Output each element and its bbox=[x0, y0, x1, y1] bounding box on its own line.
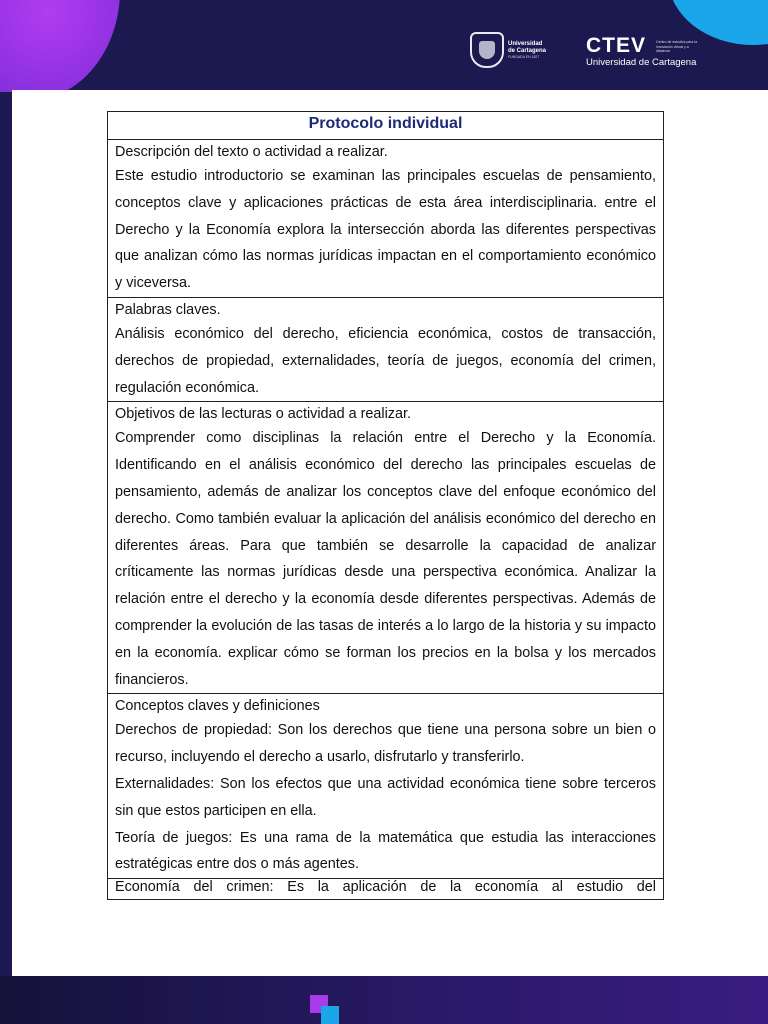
section-paragraph: Este estudio introductorio se examinan las principales escuelas de pensamiento, conceptos clave y aplicaciones prácticas de esta área interdisciplinaria. entre el Derecho y la Economía explora la intersección aborda las diferentes perspectivas que analizan cómo las normas jurídicas impactan en el comportamiento económico y viceversa. bbox=[115, 168, 656, 292]
ctev-tagline: Centro de estudios para la innovación virtual y a distancia bbox=[656, 40, 698, 53]
protocol-table bbox=[107, 111, 664, 900]
ctev-subtitle: Universidad de Cartagena bbox=[586, 57, 697, 68]
cut-off-paragraph: Economía del crimen: Es la aplicación de la economía al estudio del bbox=[115, 879, 656, 896]
university-motto: FUNDADA EN 1827 bbox=[508, 54, 540, 59]
universidad-logo bbox=[470, 32, 550, 68]
section-heading: Descripción del texto o actividad a realizar. bbox=[115, 144, 388, 160]
section-objectives bbox=[108, 402, 664, 694]
page-header bbox=[0, 0, 768, 92]
section-paragraph: Derechos de propiedad: Son los derechos que tiene una persona sobre un bien o recurso, incluyendo el derecho a usarlo, disfrutarlo y transferirlo. bbox=[115, 722, 656, 766]
section-description bbox=[108, 140, 664, 298]
section-paragraph: Externalidades: Son los efectos que una actividad económica tiene sobre terceros sin que estos participen en ella. bbox=[115, 775, 656, 819]
section-heading: Conceptos claves y definiciones bbox=[115, 698, 320, 715]
ctev-title: CTEV bbox=[586, 34, 647, 57]
section-continued bbox=[108, 879, 664, 900]
decorative-purple-shape bbox=[0, 0, 120, 92]
section-heading: Objetivos de las lecturas o actividad a realizar. bbox=[115, 406, 411, 423]
page-footer-band bbox=[0, 976, 768, 1024]
section-paragraph: Teoría de juegos: Es una rama de la matemática que estudia las interacciones estratégicas entre dos o más agentes. bbox=[115, 829, 656, 873]
section-heading: Palabras claves. bbox=[115, 301, 221, 318]
section-keywords bbox=[108, 297, 664, 401]
section-paragraph: Comprender como disciplinas la relación entre el Derecho y la Economía. Identificando en el análisis económico del derecho las principales escuelas de pensamiento, además de analizar los conceptos clave del enfoque económico del derecho. Como también evaluar la aplicación del análisis económico del derecho en diferentes áreas. Para que también se desarrolle la capacidad de analizar críticamente las normas jurídicas desde una perspectiva económica. Analizar la relación entre el derecho y la economía desde diferentes perspectivas. Además de comprender la evolución de las tasas de interés a lo largo de la historia y su impacto en la economía. explicar cómo se forman los precios en la bolsa y los mercados financieros. bbox=[115, 430, 656, 688]
crest-icon bbox=[470, 32, 504, 68]
table-title: Protocolo individual bbox=[108, 112, 664, 140]
ctev-logo bbox=[586, 36, 696, 68]
decorative-blue-square bbox=[321, 1006, 339, 1024]
section-concepts bbox=[108, 694, 664, 879]
university-name: Universidad de Cartagena bbox=[508, 40, 547, 54]
section-paragraph: Análisis económico del derecho, eficiencia económica, costos de transacción, derechos de propiedad, externalidades, teoría de juegos, economía del crimen, regulación económica. bbox=[115, 325, 656, 396]
